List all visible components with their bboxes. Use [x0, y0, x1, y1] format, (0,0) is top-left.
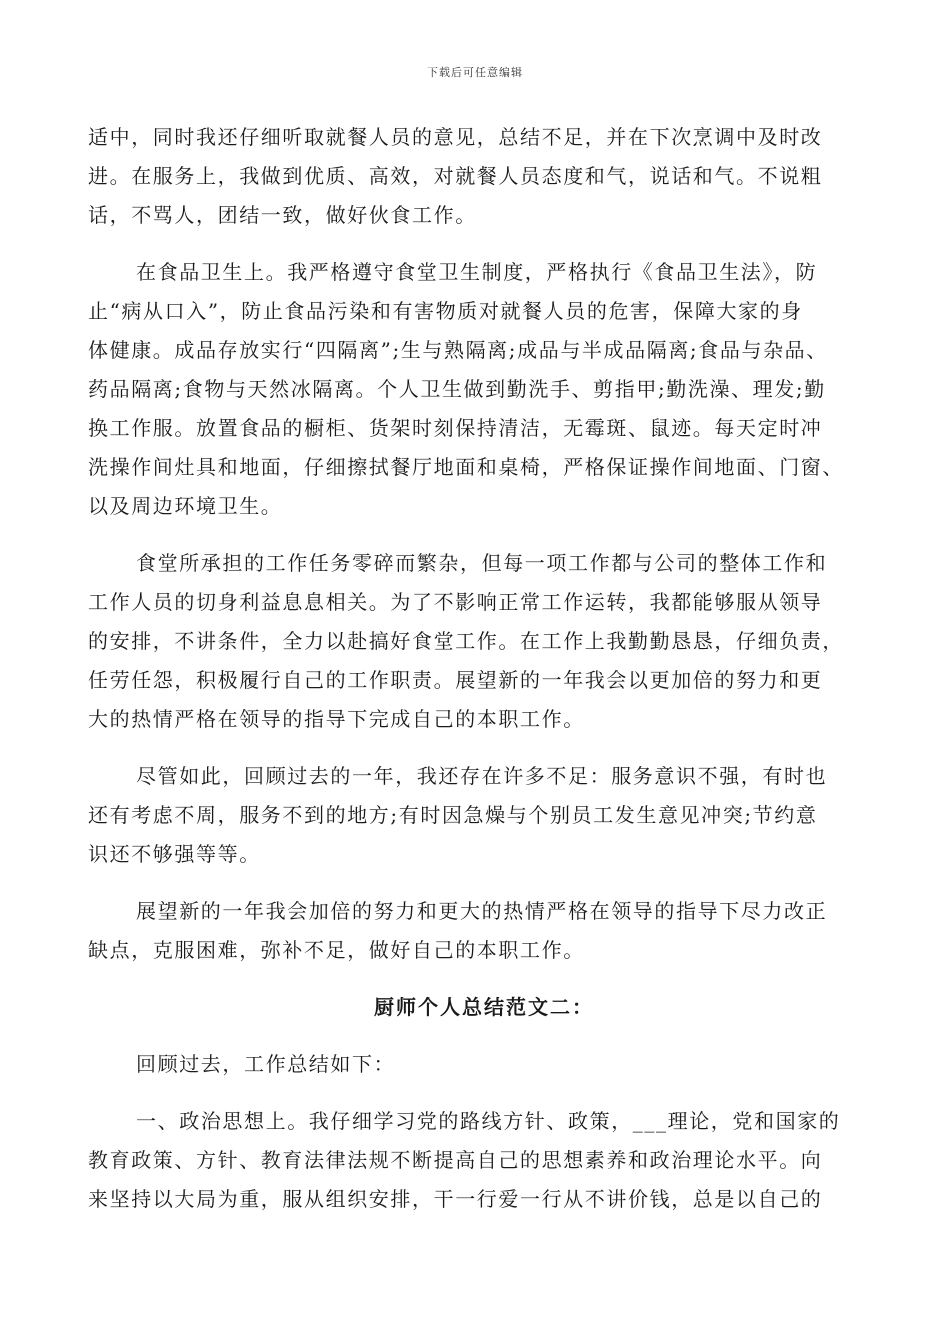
- text-line: 体健康。成品存放实行“四隔离”;生与熟隔离;成品与半成品隔离;食品与杂品、: [88, 338, 828, 362]
- text-line: 进。在服务上，我做到优质、高效，对就餐人员态度和气，说话和气。不说粗: [88, 164, 823, 188]
- paragraph-3: [88, 544, 866, 739]
- text-line: 适中，同时我还仔细听取就餐人员的意见，总结不足，并在下次烹调中及时改: [88, 125, 823, 149]
- text-line: 换工作服。放置食品的橱柜、货架时刻保持清洁，无霉斑、鼠迹。每天定时冲: [88, 416, 823, 440]
- text-line: 工作人员的切身利益息息相关。为了不影响正常工作运转，我都能够服从领导: [88, 590, 823, 614]
- text-line: 展望新的一年我会加倍的努力和更大的热情严格在领导的指导下尽力改正: [136, 899, 828, 923]
- text-line: 的安排，不讲条件，全力以赴搞好食堂工作。在工作上我勤勤恳恳，仔细负责，: [88, 629, 844, 653]
- section-heading: 厨师个人总结范文二：: [374, 995, 594, 1019]
- text-line: 任劳任怨，积极履行自己的工作职责。展望新的一年我会以更加倍的努力和更: [88, 668, 823, 692]
- text-line: 来坚持以大局为重，服从组织安排，干一行爱一行从不讲价钱，总是以自己的: [88, 1187, 823, 1211]
- page-header-note: 下载后可任意编辑: [427, 66, 523, 79]
- text-line: 识还不够强等等。: [88, 842, 261, 866]
- paragraph-5: [88, 892, 866, 970]
- text-line: 回顾过去，工作总结如下：: [136, 1052, 396, 1076]
- document-body: [88, 118, 866, 1219]
- text-line: 还有考虑不周，服务不到的地方;有时因急燥与个别员工发生意见冲突;节约意: [88, 803, 818, 827]
- text-line: 止“病从口入”，防止食品污染和有害物质对就餐人员的危害，保障大家的身: [88, 299, 803, 323]
- text-line: 尽管如此，回顾过去的一年，我还存在许多不足：服务意识不强，有时也: [136, 764, 828, 788]
- paragraph-1: [88, 118, 866, 235]
- paragraph-7: [88, 1102, 866, 1219]
- text-line: 缺点，克服困难，弥补不足，做好自己的本职工作。: [88, 938, 585, 962]
- paragraph-2: [88, 253, 866, 526]
- text-line: 药品隔离;食物与天然冰隔离。个人卫生做到勤洗手、剪指甲;勤洗澡、理发;勤: [88, 377, 826, 401]
- text-line: 教育政策、方针、教育法律法规不断提高自己的思想素养和政治理论水平。向: [88, 1148, 823, 1172]
- text-line: 洗操作间灶具和地面，仔细擦拭餐厅地面和桌椅，严格保证操作间地面、门窗、: [88, 455, 844, 479]
- paragraph-6: [88, 1045, 866, 1084]
- paragraph-4: [88, 757, 866, 874]
- text-line: 以及周边环境卫生。: [88, 494, 283, 518]
- text-line: 食堂所承担的工作任务零碎而繁杂，但每一项工作都与公司的整体工作和: [136, 551, 828, 575]
- text-line: 话，不骂人，团结一致，做好伙食工作。: [88, 203, 477, 227]
- text-line: 一、政治思想上。我仔细学习党的路线方针、政策，___理论，党和国家的: [136, 1109, 841, 1133]
- text-line: 大的热情严格在领导的指导下完成自己的本职工作。: [88, 707, 585, 731]
- text-line: 在食品卫生上。我严格遵守食堂卫生制度，严格执行《食品卫生法》，防: [136, 260, 818, 284]
